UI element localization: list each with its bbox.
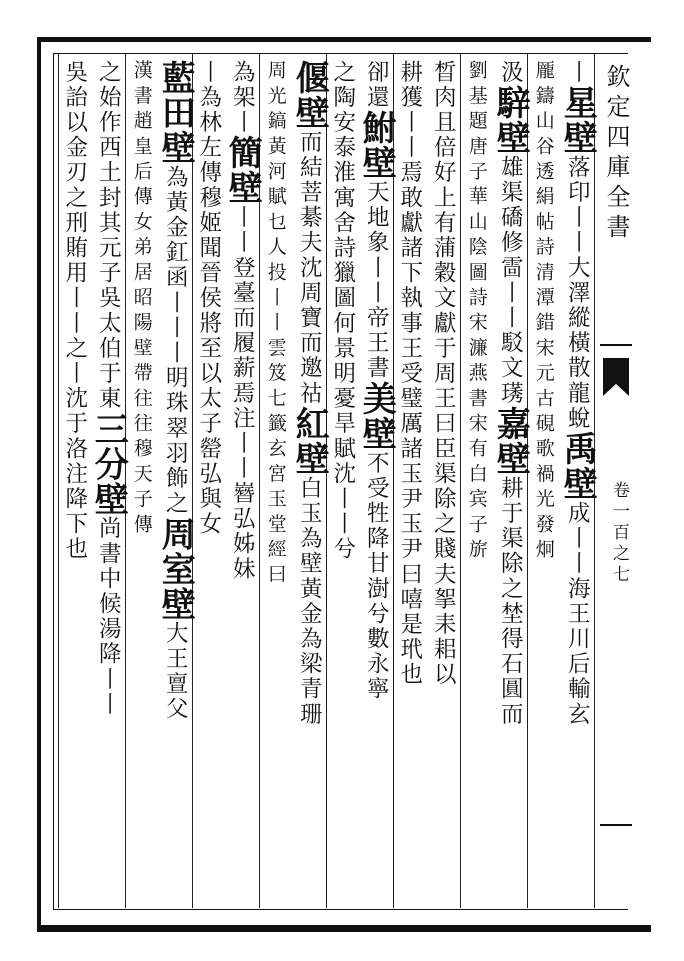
text-segment: 而結菩綦夫沈周寶而邀祜 <box>296 130 323 407</box>
entry-heading: 星壁 <box>557 85 598 156</box>
text-segment: 為架丨 <box>229 60 256 136</box>
text-segment: 晳肉且倍好上有蒲穀文獻于周王曰臣渠除之賤夫挐耒耜以 <box>430 60 457 688</box>
text-segment: 耕獲丨丨焉敢獻諸下執事王受璧厲諸玉尹玉尹曰嘻是玳也 <box>396 60 423 688</box>
book-title: 欽定四庫全書 <box>600 64 632 346</box>
text-segment: 落印丨丨大澤縱橫散龍蛻 <box>564 155 591 432</box>
text-segment: 不受牲降甘澍兮數永寧 <box>363 451 390 703</box>
text-segment: 丨為林 <box>195 60 222 136</box>
text-line <box>533 60 555 906</box>
text-segment: 穆天子傳 <box>130 438 153 539</box>
text-segment: 吳詒以金刃之刑賄用丨丨之丨 <box>61 60 88 387</box>
text-segment: 之始作西土封其元子吳太伯于東 <box>95 60 122 412</box>
margin-tick <box>600 824 632 826</box>
text-segment: 陶安泰淮寓舍詩獵圖 <box>329 85 356 312</box>
text-segment: 尚書中候湯降丨丨 <box>95 516 122 718</box>
text-segment: 天地象丨丨帝王書 <box>363 180 390 382</box>
fishtail-mark-icon <box>603 358 629 396</box>
text-line <box>153 60 197 906</box>
text-segment: 周光鎬黃河賦乜人投丨丨 <box>264 60 287 338</box>
text-line <box>555 60 599 906</box>
entry-heading: 簡壁 <box>222 135 263 206</box>
text-segment: 為黃金釭函丨丨丨明珠翠羽飾之 <box>162 165 189 517</box>
text-line <box>287 60 331 906</box>
text-column <box>58 60 92 906</box>
text-column <box>557 60 598 906</box>
text-segment: 丨丨登臺而履薪焉注丨丨嶜弘姊妹 <box>229 205 256 582</box>
volume-number: 卷一百之七 <box>609 481 629 586</box>
text-column <box>490 60 531 906</box>
entry-heading: 周室壁 <box>155 516 196 622</box>
entry-heading: 藍田壁 <box>155 60 196 165</box>
text-column <box>155 60 196 906</box>
text-segment: 卻還 <box>363 60 390 111</box>
text-segment: 宋元古硯歌禍光發炯 <box>532 337 555 565</box>
book-spine-margin <box>600 56 632 906</box>
text-line <box>131 60 153 906</box>
text-segment: 白玉為壁黃金為梁青珊 <box>296 476 323 728</box>
entry-heading: 嘉壁 <box>490 406 531 477</box>
text-line <box>53 60 97 906</box>
text-line <box>488 60 532 906</box>
text-segment: 沈于洛注降下也 <box>61 386 88 563</box>
text-line <box>265 60 287 906</box>
text-segment: 雄渠礄修䨓丨丨駁文璓 <box>497 155 524 407</box>
text-segment: 大王亶父 <box>162 621 189 722</box>
text-segment: 汲 <box>497 60 524 86</box>
entry-heading: 紅壁 <box>289 406 330 477</box>
text-segment: 漢書趙皇后傳女弟居昭陽壁帶往往 <box>130 60 153 438</box>
text-segment: 何景明憂旱賦沈丨丨兮 <box>329 311 356 563</box>
entry-heading: 美壁 <box>356 381 397 452</box>
entry-heading: 鮒壁 <box>356 110 397 181</box>
entry-heading: 騂壁 <box>490 85 531 156</box>
entry-heading: 偃壁 <box>289 60 330 130</box>
text-segment: 雲笈七籤玄宮玉堂經曰 <box>264 337 287 590</box>
text-segment: 劉基題唐子華山陰圖詩 <box>465 60 488 312</box>
text-segment: 龎鑄山谷透絹帖詩清潭錯 <box>532 60 555 338</box>
text-segment: 之 <box>329 60 356 86</box>
text-segment: 成丨丨海王川后輸玄 <box>564 501 591 728</box>
entry-heading: 三分壁 <box>88 411 129 517</box>
text-segment: 宋濂燕書宋有白宾子旂 <box>465 312 488 564</box>
text-segment: 丨 <box>564 60 591 86</box>
entry-heading: 禹壁 <box>557 431 598 502</box>
text-line <box>466 60 488 906</box>
text-segment: 左傳穆姬聞晉侯將至以太子罃弘與女 <box>195 135 222 537</box>
text-segment: 耕于渠除之埜得石圓而 <box>497 476 524 728</box>
text-column <box>289 60 330 906</box>
